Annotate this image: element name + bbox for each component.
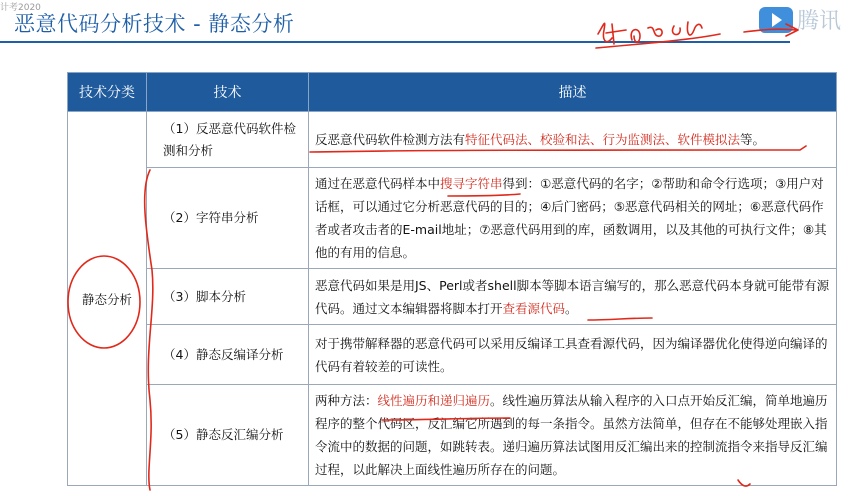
column-header-technique: 技术 [147,73,309,112]
description-text: 通过在恶意代码样本中 [315,176,441,191]
description-cell [309,168,837,269]
description-cell [309,112,837,168]
technique-cell: （3）脚本分析 [147,269,309,325]
title-rule [0,41,790,43]
description-text: 反恶意代码软件检测方法有 [315,132,466,147]
table-row [68,168,837,269]
category-cell: 静态分析 [68,112,147,486]
description-text: 恶意代码如果是用JS、Perl或者shell脚本等脚本语言编写的，那么恶意代码本身就可能带有源代码。通过文本编辑器将脚本打开 [315,277,830,316]
table-row [68,269,837,325]
top-bar [0,0,849,8]
description-cell [309,325,837,385]
play-icon [759,7,793,33]
column-header-category: 技术分类 [68,73,147,112]
highlight-text: 查看源代码 [502,300,566,316]
table-row [68,112,837,168]
description-text: 等。 [740,132,766,147]
table-row [68,325,837,385]
technique-cell: （1）反恶意代码软件检测和分析 [147,112,309,168]
highlight-text: 线性遍历和递归遍历 [377,393,491,408]
column-header-description: 描述 [309,73,837,112]
highlight-text: 搜寻字符串 [440,176,503,191]
description-text: 得到：①恶意代码的名字；②帮助和命令行选项；③用户对话框，可以通过它分析恶意代码的目的；④后门密码；⑤恶意代码相关的网址；⑥恶意代码作者或者攻击者的E-mail地址；⑦恶意代码用到的库，函数调用，以及其他的可执行文件；⑧其他的有用的信息。 [315,176,827,260]
description-text: 两种方法： [315,393,378,408]
description-text: 。 [565,300,578,316]
technique-cell: （4）静态反编译分析 [147,325,309,385]
technique-table [67,72,837,486]
brand-logo [759,4,841,35]
page-title: 恶意代码分析技术 - 静态分析 [14,12,295,36]
description-text: 。线性遍历算法从输入程序的入口点开始反汇编，简单地遍历程序的整个代码区，反汇编它所遇到的每一条指令。虽然方法简单，但存在不能够处理嵌入指令流中的数据的问题，如跳转表。递归遍历算法试图用反汇编出来的控制流指令来指导反汇编过程，以此解决上面线性遍历所存在的问题。 [315,393,828,477]
description-cell [309,385,837,486]
technique-cell: （5）静态反汇编分析 [147,385,309,486]
table-header-row [68,73,837,112]
highlight-text: 特征代码法、校验和法、行为监测法、软件模拟法 [465,132,741,147]
description-text: 对于携带解释器的恶意代码可以采用反编译工具查看源代码，因为编译器优化使得逆向编译的代码有着较差的可读性。 [315,335,828,374]
table-row [68,385,837,486]
brand-text: 腾讯 [796,9,841,34]
technique-cell: （2）字符串分析 [147,168,309,269]
description-cell [309,269,837,325]
corner-tag: 计考2020 [0,3,41,13]
